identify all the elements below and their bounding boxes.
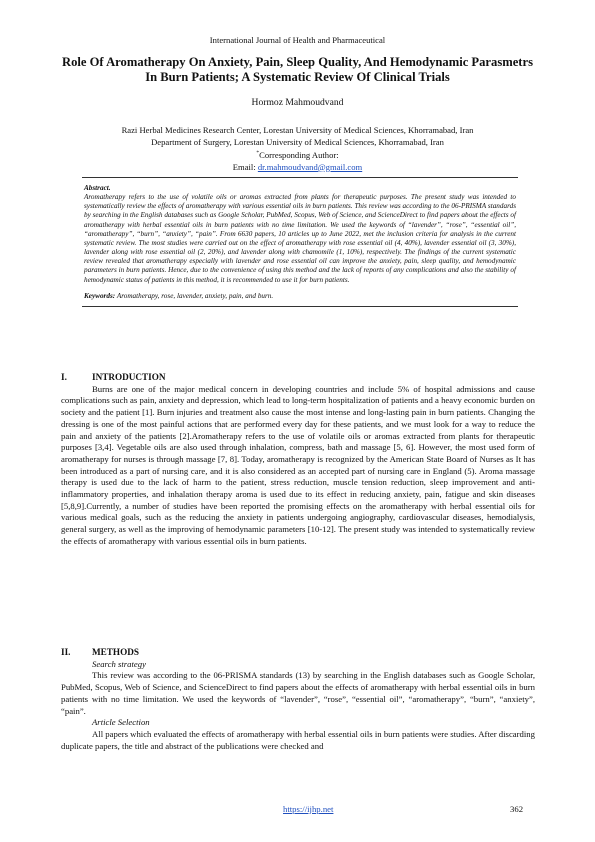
affiliation-2: Department of Surgery, Lorestan University of Medical Sciences, Khorramabad, Iran <box>151 136 444 147</box>
methods-section <box>61 647 535 752</box>
journal-header: International Journal of Health and Pharmaceutical <box>209 35 386 45</box>
affiliation-1: Razi Herbal Medicines Research Center, Lorestan University of Medical Sciences, Khorramabad, Iran <box>121 125 474 135</box>
keywords-text: Aromatherapy, rose, lavender, anxiety, pain, and burn. <box>116 291 274 300</box>
article-selection-paragraph: All papers which evaluated the effects of aromatherapy with herbal essential oils in burn patients were studies. After discarding duplicate papers, the title and abstract of the publications were checked and <box>61 728 535 751</box>
paper-title: Role Of Aromatherapy On Anxiety, Pain, Sleep Quality, And Hemodynamic Parasmetrs In Burn Patients; A Systematic Review Of Clinical Trials <box>62 55 533 84</box>
methods-title: METHODS <box>92 647 139 657</box>
email-link[interactable]: dr.mahmoudvand@gmail.com <box>257 161 363 172</box>
methods-heading <box>61 647 535 659</box>
introduction-title: INTRODUCTION <box>92 372 166 382</box>
introduction-section <box>61 372 535 548</box>
journal-url-link[interactable]: https://ijhp.net <box>283 804 334 814</box>
keywords-line <box>84 292 516 301</box>
affiliation-block <box>60 125 535 173</box>
introduction-heading <box>61 372 535 384</box>
introduction-number: I. <box>61 372 67 382</box>
author-name: Hormoz Mahmoudvand <box>251 97 344 108</box>
search-strategy-paragraph: This review was according to the 06-PRISMA standards (13) by searching in the English databases such as Google Scholar, PubMed, Scopus, Web of Science, and ScienceDirect to find papers about the effects of aromatherapy with herbal essential oils in burn patients with no time limitation. We used the keywords of “lavender”, “rose”, “essential oil”, “aromatherapy”, “burn”, “anxiety”, “pain”. <box>61 670 535 716</box>
abstract-heading: Abstract. <box>84 184 111 192</box>
search-strategy-subheading: Search strategy <box>92 658 146 669</box>
abstract-body: Aromatherapy refers to the use of volatile oils or aromas extracted from plants for therapeutic purposes. The present study was intended to systematically review the effects of aromatherapy with various essential oils in burn patients. This review was according to the 06-PRISMA standards by searching in the English databases such as Google Scholar, PubMed, Scopus, Web of Science, and ScienceDirect to find papers about the effects of aromatherapy with herbal essential oils in burn patients with no time limitation. We used the keywords of “lavender”, “rose”, “essential oil”, “aromatherapy”, “burn”, “anxiety”, “pain”. From 6630 papers, 10 articles up to June 2022, met the inclusion criteria for analysis in the current systematic review. The most studies were carried out on the effect of aromatherapy with rose essential oil (4, 40%), lavender essential oil (3, 30%), lavender along with rose essential oil (2, 20%), and lavender along with chamomile (1, 10%), respectively. The findings of the current systematic review revealed that aromatherapy especially with lavender and rose essential oil can improve the anxiety, pain, sleep quality, and hemodynamic parameters in burn patients. Hence, due to the convenience of using this method and the lack of reports of any complications and also the stability of hemodynamic status of patients in this method, it is recommended to use it for burn patients. <box>84 193 516 284</box>
email-line <box>60 162 535 174</box>
keywords-label: Keywords: <box>84 291 116 300</box>
abstract-box <box>82 177 518 307</box>
corresponding-label: Corresponding Author: <box>259 150 339 161</box>
corresponding-mark: * <box>256 150 260 157</box>
methods-number: II. <box>61 647 71 657</box>
article-selection-subheading: Article Selection <box>92 717 150 728</box>
introduction-paragraph: Burns are one of the major medical concern in developing countries and include 5% of hospital admissions and cause complications such as pain, anxiety and depression, which lead to long-term hospitalization of patients and a heavy economic burden on society and the patient [1]. Burn injuries and treatment also cause the most intense and long-lasting pain in burn patients. Changing the dressing is one of the most painful actions that are performed every day for these patients, and we must look for a way to reduce the pain and anxiety of the patients [2].Aromatherapy refers to the use of volatile oils or aromas extracted from plants for therapeutic purposes [3,4]. Vegetable oils are also used through inhalation, compress, bath and massage [5, 6]. However, the most used form of aromatherapy for nurses is through massage [7, 8]. Today, aromatherapy is recognized by the American State Board of Nurses as It has been introduced as a part of nursing care, and it is also considered as an accepted part of nursing care in England (5). Aroma massage therapy is used due to the lack of harm to the patient, stress reduction, muscle tension reduction, sleep improvement and anti-inflammatory properties, and inhalation therapy aroma is used due to its effect in reducing anxiety, pain, fatigue and skin diseases [5,8,9].Currently, a number of studies have been reported the promising effects on the aromatherapy with herbal essential oils for various medical goals, such as the reducing the anxiety in patients undergoing angiography, cardiovascular diseases, hemodialysis, general surgery, as well as the improving of hemodynamic parameters [10-12]. The present study was intended to systematically review the effects of aromatherapy with various essential oils in burn patients. <box>61 383 535 546</box>
corresponding-author <box>60 148 535 161</box>
page-number: 362 <box>510 804 524 814</box>
email-label: Email: <box>232 161 258 172</box>
